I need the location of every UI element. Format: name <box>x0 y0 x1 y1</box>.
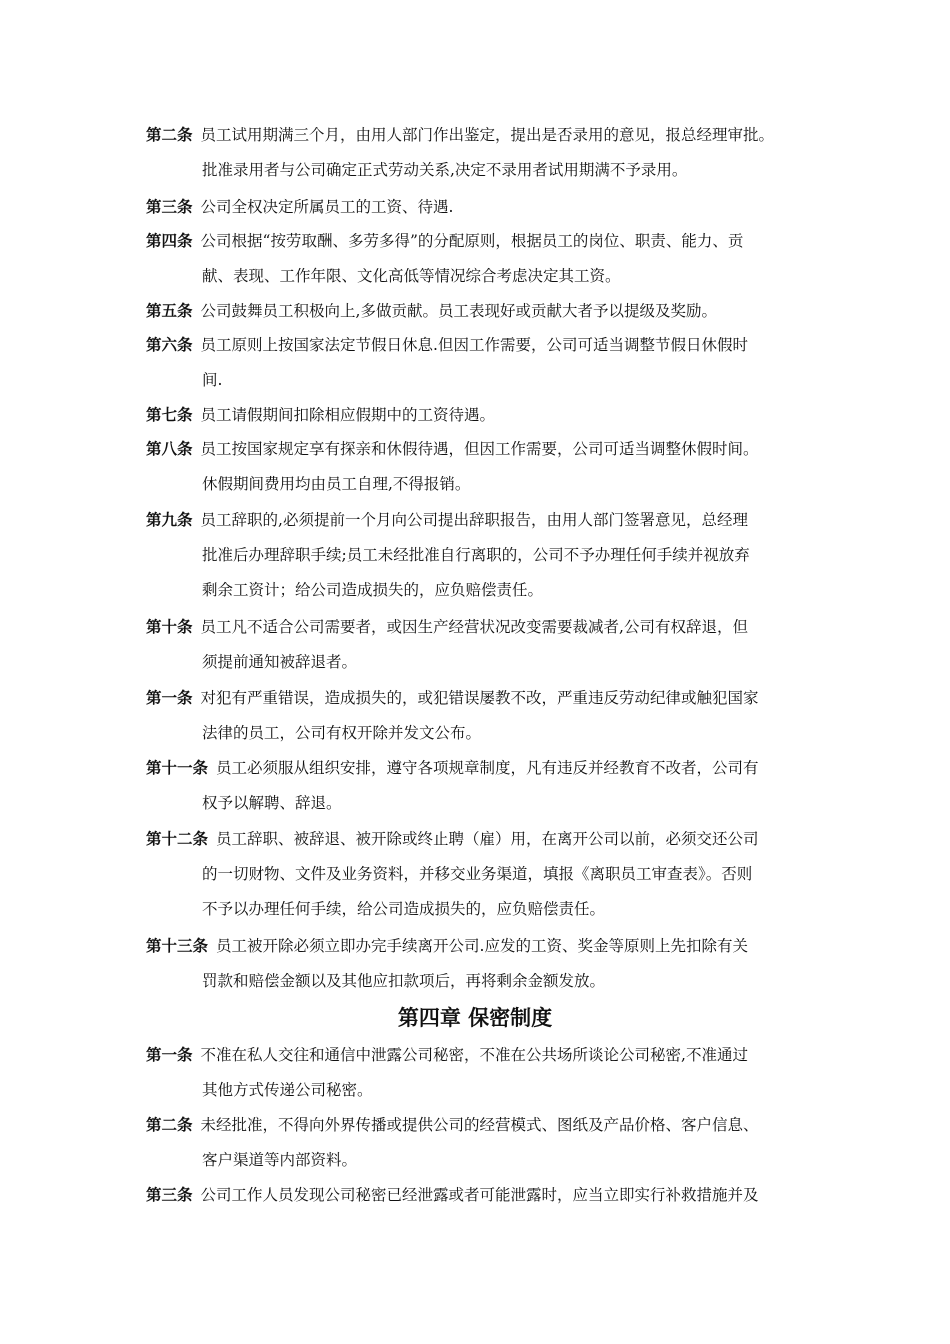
article-text: 员工试用期满三个月，由用人部门作出鉴定，提出是否录用的意见，报总经理审批。 <box>200 126 775 144</box>
chapter-heading: 第四章 保密制度 <box>397 1006 553 1030</box>
article-number: 第五条 <box>146 302 193 320</box>
article-number: 第一条 <box>146 689 193 707</box>
article-6 <box>146 328 826 398</box>
article-text: 客户渠道等内部资料。 <box>202 1151 358 1169</box>
article-text: 的一切财物、文件及业务资料，并移交业务渠道，填报《离职员工审查表》。否则 <box>202 865 753 883</box>
article-7 <box>146 398 826 433</box>
article-text: 罚款和赔偿金额以及其他应扣款项后，再将剩余金额发放。 <box>202 972 606 990</box>
article-text: 间. <box>202 371 223 389</box>
article-1 <box>146 681 826 751</box>
article-text: 献、表现、工作年限、文化高低等情况综合考虑决定其工资。 <box>202 267 621 285</box>
article-text: 对犯有严重错误，造成损失的，或犯错误屡教不改，严重违反劳动纪律或触犯国家 <box>200 689 759 707</box>
article-number: 第十二条 <box>146 830 209 848</box>
article-text: 员工按国家规定享有探亲和休假待遇，但因工作需要，公司可适当调整休假时间。 <box>200 440 759 458</box>
article-5 <box>146 294 826 329</box>
article-11 <box>146 751 826 821</box>
article-number: 第四条 <box>146 232 193 250</box>
article-text: 员工辞职、被辞退、被开除或终止聘（雇）用，在离开公司以前，必须交还公司 <box>216 830 759 848</box>
article-text: 未经批准，不得向外界传播或提供公司的经营模式、图纸及产品价格、客户信息、 <box>200 1116 759 1134</box>
article-text: 批准后办理辞职手续;员工未经批准自行离职的，公司不予办理任何手续并视放弃 <box>202 546 750 564</box>
chapter-article-3 <box>146 1178 826 1213</box>
article-number: 第十一条 <box>146 759 209 777</box>
article-text: 员工被开除必须立即办完手续离开公司.应发的工资、奖金等原则上先扣除有关 <box>216 937 748 955</box>
article-text: 剩余工资计；给公司造成损失的，应负赔偿责任。 <box>202 581 544 599</box>
article-9 <box>146 503 826 608</box>
article-number: 第一条 <box>146 1046 193 1064</box>
article-4 <box>146 224 826 294</box>
article-text: 批准录用者与公司确定正式劳动关系,决定不录用者试用期满不予录用。 <box>202 161 688 179</box>
chapter-article-2 <box>146 1108 826 1178</box>
article-10 <box>146 610 826 680</box>
article-number: 第九条 <box>146 511 193 529</box>
article-number: 第三条 <box>146 1186 193 1204</box>
article-number: 第十条 <box>146 618 193 636</box>
article-text: 公司根据“按劳取酬、多劳多得”的分配原则，根据员工的岗位、职责、能力、贡 <box>200 232 744 250</box>
article-text: 公司全权决定所属员工的工资、待遇. <box>200 198 454 216</box>
article-number: 第七条 <box>146 406 193 424</box>
article-13 <box>146 929 826 999</box>
article-12 <box>146 822 826 927</box>
article-3 <box>146 190 826 225</box>
article-text: 其他方式传递公司秘密。 <box>202 1081 373 1099</box>
article-text: 员工请假期间扣除相应假期中的工资待遇。 <box>200 406 496 424</box>
chapter-article-1 <box>146 1038 826 1108</box>
article-number: 第三条 <box>146 198 193 216</box>
article-text: 不予以办理任何手续，给公司造成损失的，应负赔偿责任。 <box>202 900 606 918</box>
article-text: 公司工作人员发现公司秘密已经泄露或者可能泄露时，应当立即实行补救措施并及 <box>200 1186 759 1204</box>
article-8 <box>146 432 826 502</box>
article-text: 休假期间费用均由员工自理,不得报销。 <box>202 475 471 493</box>
article-text: 员工辞职的,必须提前一个月向公司提出辞职报告，由用人部门签署意见，总经理 <box>200 511 748 529</box>
article-number: 第八条 <box>146 440 193 458</box>
article-number: 第二条 <box>146 126 193 144</box>
article-text: 权予以解聘、辞退。 <box>202 794 342 812</box>
article-number: 第二条 <box>146 1116 193 1134</box>
article-text: 员工凡不适合公司需要者，或因生产经营状况改变需要裁减者,公司有权辞退，但 <box>200 618 748 636</box>
article-text: 不准在私人交往和通信中泄露公司秘密，不准在公共场所谈论公司秘密,不准通过 <box>200 1046 748 1064</box>
article-text: 员工必须服从组织安排，遵守各项规章制度，凡有违反并经教育不改者，公司有 <box>216 759 759 777</box>
article-text: 公司鼓舞员工积极向上,多做贡献。员工表现好或贡献大者予以提级及奖励。 <box>200 302 717 320</box>
article-number: 第十三条 <box>146 937 209 955</box>
article-text: 法律的员工，公司有权开除并发文公布。 <box>202 724 482 742</box>
article-text: 员工原则上按国家法定节假日休息.但因工作需要，公司可适当调整节假日休假时 <box>200 336 748 354</box>
article-number: 第六条 <box>146 336 193 354</box>
article-2 <box>146 118 826 188</box>
article-text: 须提前通知被辞退者。 <box>202 653 358 671</box>
